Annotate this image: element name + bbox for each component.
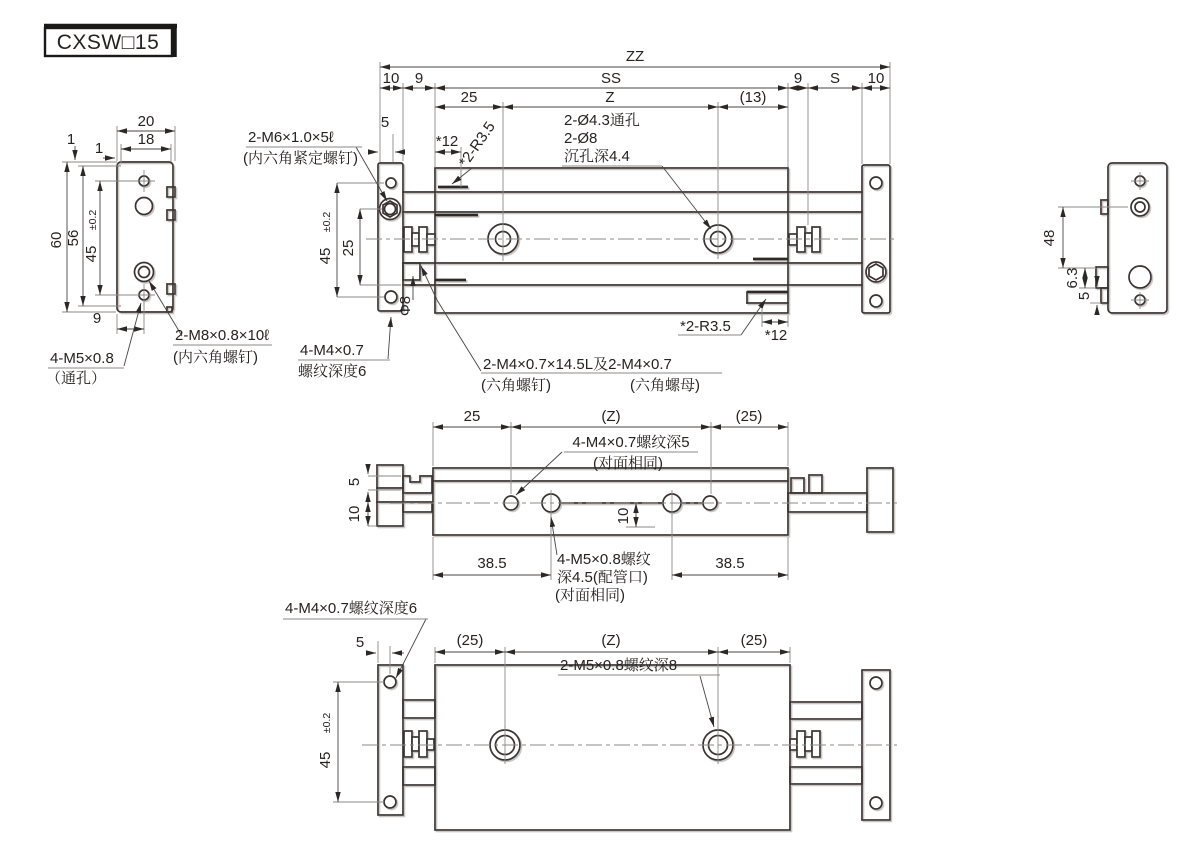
- right-plate-edge: [867, 468, 893, 532]
- label-m5-port-3: (对面相同): [555, 587, 625, 604]
- left-plate-edge: [377, 465, 403, 526]
- dim-25-right: (25): [740, 632, 768, 649]
- leader-m5-port: [551, 517, 557, 555]
- cylinder-body: [433, 468, 788, 535]
- dim-25: 25: [460, 89, 478, 106]
- dim-25-vert: 25: [340, 239, 357, 257]
- label-m5: 4-M5×0.8: [50, 350, 114, 367]
- m4-hole: [384, 796, 396, 808]
- dim-20: 20: [137, 113, 155, 130]
- plate-tab: [1101, 288, 1108, 303]
- label-m5-thread: 2-M5×0.8螺纹深8: [560, 657, 678, 674]
- plate-hole: [385, 291, 397, 303]
- main-top-view: [378, 163, 890, 313]
- dim-s: S: [829, 70, 841, 87]
- bottom-view: [378, 665, 890, 830]
- left-side-view: [117, 162, 175, 312]
- right-rod-nuts: [790, 731, 820, 757]
- plate-hole: [386, 178, 396, 188]
- dim-9-left: 9: [414, 70, 424, 87]
- dim-18: 18: [137, 131, 155, 148]
- label-m4-port-note: (对面相同): [593, 455, 663, 472]
- leader-m4-nuts: [421, 266, 481, 371]
- dim-phi8: Φ8: [397, 295, 414, 317]
- label-m4: 4-M4×0.7: [300, 342, 364, 359]
- dim-9: 9: [92, 310, 102, 327]
- label-hole-3: 沉孔深4.4: [564, 148, 630, 165]
- dim-10-inner: 10: [615, 507, 632, 525]
- title-block: [44, 26, 177, 57]
- m8-socket-hole-inner: [139, 267, 150, 278]
- label-hex-screw: (六角螺钉): [481, 377, 551, 394]
- label-m6: 2-M6×1.0×5ℓ: [248, 129, 334, 146]
- rod-step: [403, 502, 432, 512]
- rod-step: [403, 476, 432, 493]
- dim-1-top: 1: [66, 131, 76, 148]
- dim-56: 56: [65, 229, 82, 247]
- label-hex-nut: (六角螺母): [630, 377, 700, 394]
- dim-6-3: 6.3: [1064, 267, 1081, 289]
- dim-25-right: (25): [735, 408, 763, 425]
- right-side-view: [1096, 163, 1167, 313]
- label-m5-port-2: 深4.5(配管口): [557, 569, 648, 586]
- plate-tab: [1096, 267, 1108, 288]
- label-m4-plate: 4-M4×0.7螺纹深度6: [285, 600, 418, 617]
- label-m8-note: (内六角螺钉): [173, 349, 258, 366]
- rod-step: [809, 475, 822, 493]
- dim-45-tol: ±0.2: [87, 209, 99, 231]
- dim-5: 5: [355, 634, 365, 651]
- model-title: CXSW□15: [56, 31, 160, 54]
- dim-45: 45: [317, 751, 334, 769]
- leader-m4-plate: [396, 619, 426, 678]
- dim-12-bottom: *12: [764, 327, 788, 344]
- m4-hole: [384, 676, 396, 688]
- rod-step: [791, 478, 804, 493]
- plate-hole: [870, 295, 882, 307]
- rod-hole: [136, 198, 153, 215]
- dim-60: 60: [48, 231, 65, 249]
- dim-zz: ZZ: [625, 48, 645, 65]
- dim-5: 5: [1076, 291, 1093, 301]
- dim-45: 45: [83, 245, 100, 263]
- dim-45-tol: ±0.2: [321, 712, 333, 734]
- left-rod-nu​ts: [404, 731, 434, 757]
- label-m6-note: (内六角紧定螺钉): [243, 150, 358, 167]
- plate-tab: [167, 307, 172, 312]
- dim-45-tol: ±0.2: [321, 211, 333, 233]
- plate-hole: [870, 177, 882, 189]
- leader-counterbore: [662, 166, 711, 229]
- label-m8: 2-M8×0.8×10ℓ: [175, 327, 270, 344]
- guide-rod: [790, 767, 862, 784]
- guide-rod: [403, 700, 435, 718]
- dim-5: 5: [346, 477, 363, 487]
- dim-5: 5: [380, 114, 390, 131]
- annotations: [46, 48, 1093, 768]
- middle-plan-view: [377, 465, 893, 535]
- dim-25-left: (25): [456, 632, 484, 649]
- dim-r35-bottom: *2-R3.5: [680, 318, 731, 335]
- dim-10-left: 10: [382, 70, 400, 87]
- m4-hole: [870, 797, 882, 809]
- label-m5-note: （通孔）: [46, 370, 107, 387]
- dim-38-5-left: 38.5: [477, 555, 507, 572]
- dim-25: 25: [463, 408, 481, 425]
- dim-z: (Z): [601, 408, 621, 425]
- label-m5-port-1: 4-M5×0.8螺纹: [557, 551, 651, 568]
- dim-r35-top: *2-R3.5: [455, 118, 499, 171]
- leader-m6: [356, 147, 387, 201]
- rod-hole: [1129, 266, 1151, 288]
- label-m4-note: 螺纹深度6: [298, 363, 367, 380]
- piston-rod: [788, 493, 867, 512]
- guide-rod: [403, 767, 435, 785]
- dim-12-top: *12: [435, 133, 459, 150]
- dim-48: 48: [1041, 229, 1058, 247]
- dim-1-left: 1: [94, 140, 104, 157]
- label-m4-nuts: 2-M4×0.7×14.5L及2-M4×0.7: [483, 356, 672, 373]
- guide-rod: [790, 702, 862, 719]
- extension-lines: [62, 62, 1149, 802]
- label-hole-2: 2-Ø8: [564, 130, 598, 147]
- m4-hole: [870, 677, 882, 689]
- label-m4-port: 4-M4×0.7螺纹深5: [572, 434, 690, 451]
- left-rod-nuts: [403, 227, 435, 280]
- cylinder-body: [435, 665, 790, 830]
- label-hole-1: 2-Ø4.3通孔: [564, 112, 640, 129]
- leader-m4-port: [516, 452, 562, 495]
- dim-z: (Z): [601, 632, 621, 649]
- right-rod-nuts: [789, 227, 820, 252]
- leader-m4: [388, 317, 391, 359]
- dim-9-right: 9: [793, 70, 803, 87]
- dim-10-right: 10: [867, 70, 885, 87]
- dim-45: 45: [317, 247, 334, 265]
- leader-m5-thread: [700, 676, 714, 727]
- dim-10: 10: [346, 505, 363, 523]
- dim-13: (13): [739, 89, 767, 106]
- dim-ss: SS: [600, 70, 622, 87]
- dim-z: Z: [605, 89, 615, 106]
- dim-38-5-right: 38.5: [715, 555, 745, 572]
